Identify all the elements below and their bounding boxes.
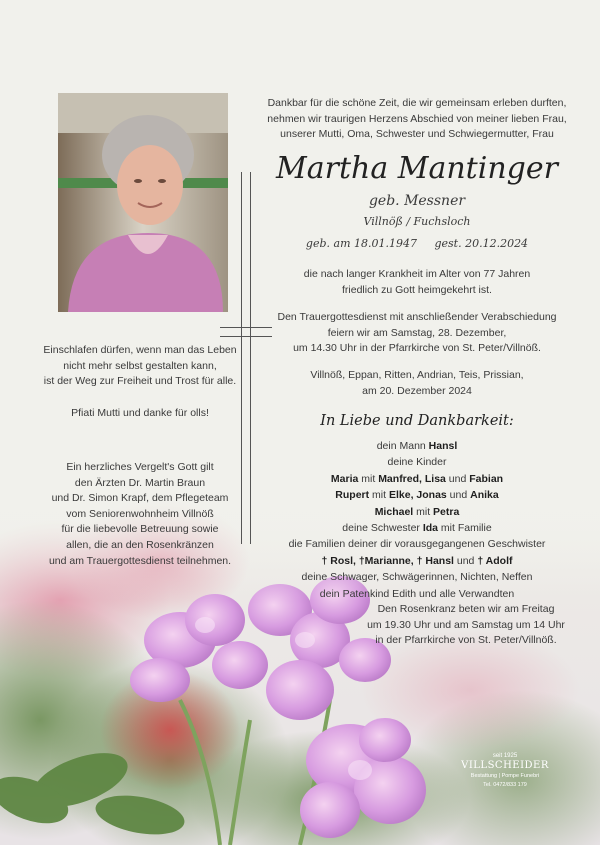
date-line: am 20. Dezember 2024 [362,384,472,397]
family-line [262,438,572,454]
family-name: † Rosl, †Marianne, † Hansl [321,554,454,567]
family-name: Petra [433,505,460,518]
service-text [262,310,572,357]
deceased-name: Martha Mantinger [276,151,558,186]
family-line: deine Kinder [387,456,447,469]
passing-line: die nach langer Krankheit im Alter von 77 Jahren [303,268,531,280]
thanks-line: Ein herzliches Vergelt's Gott gilt [66,461,214,473]
family-line [262,487,572,503]
family-line: deine Schwager, Schwägerinnen, Nichten, Neffen [301,571,533,584]
farewell-text: Pfiati Mutti und danke für olls! [71,407,209,419]
quote-line: ist der Weg zur Freiheit und Trost für alle. [43,375,237,388]
intro-line: unserer Mutti, Oma, Schwester und Schwiegermutter, Frau [280,128,554,141]
intro-line: nehmen wir traurigen Herzens Abschied von meiner lieben Frau, [267,112,567,125]
portrait-photo [58,93,228,312]
thanks-line: für die liebevolle Betreuung sowie [61,523,219,536]
thanks-line: vom Seniorenwohnheim Villnöß [66,507,214,520]
rosary-line: Den Rosenkranz beten wir am Freitag [377,603,555,615]
logo-name: VILLSCHEIDER [461,760,549,771]
intro-line: Dankbar für die schöne Zeit, die wir gemeinsam erleben durften, [267,97,567,109]
connector: und [446,489,471,502]
life-dates [262,236,572,252]
relation: mit Familie [438,522,492,535]
thanks-line: den Ärzten Dr. Martin Braun [74,476,206,489]
family-name: Manfred, Lisa [378,472,446,485]
home-place: Villnöß / Fuchsloch [363,215,471,228]
logo-subtitle: Bestattung | Pompe Funebri [470,773,540,779]
thanks-line: und am Trauergottesdienst teilnehmen. [48,554,232,567]
logo-since: seit 1925 [492,753,518,759]
family-line [262,520,572,536]
cross-center [242,328,248,334]
family-name: Hansl [428,440,458,452]
family-line [262,504,572,520]
logo-phone: Tel. 0472/833 179 [483,782,527,788]
connector: und [445,472,470,485]
family-name: † Adolf [477,554,513,567]
funeral-home-logo [460,752,550,790]
thanks-text [40,460,240,569]
place-line: Villnöß, Eppan, Ritten, Andrian, Teis, Prissian, [310,369,524,381]
connector: mit [358,472,379,485]
birth-date: geb. am 18.01.1947 [305,237,417,250]
family-name: Anika [470,489,499,502]
death-date: gest. 20.12.2024 [434,237,529,250]
place-date [262,368,572,399]
passing-text [262,267,572,298]
quote-line: Einschlafen dürfen, wenn man das Leben [43,344,237,356]
thanks-line: und Dr. Simon Krapf, dem Pflegeteam [51,492,229,505]
cross-vertical [241,172,251,544]
relation: deine Schwester [342,522,423,535]
family-line [262,471,572,487]
rosary-text [340,602,592,649]
quote-text [40,343,240,390]
family-name: Fabian [469,472,504,485]
family-list [262,438,572,602]
family-name: Michael [374,505,414,518]
connector: mit [413,505,434,518]
family-line: dein Patenkind Edith und alle Verwandten [319,587,515,600]
rosary-line: um 19.30 Uhr und am Samstag um 14 Uhr [367,618,565,631]
family-name: Elke, Jonas [388,489,447,502]
relation: dein Mann [376,440,429,452]
service-line: um 14.30 Uhr in der Pfarrkirche von St. Peter/Villnöß. [293,342,541,355]
thanks-line: allen, die an den Rosenkränzen [66,538,214,551]
quote-line: nicht mehr selbst gestalten kann, [63,359,217,372]
service-line: feiern wir am Samstag, 28. Dezember, [327,326,507,339]
family-name: Rupert [335,489,370,502]
portrait-image [58,93,228,312]
family-line [262,553,572,569]
connector: mit [369,489,389,502]
service-line: Den Trauergottesdienst mit anschließender Verabschiedung [277,311,557,323]
family-name: Maria [330,472,359,485]
maiden-name: geb. Messner [368,193,466,209]
mourners-heading: In Liebe und Dankbarkeit: [320,413,514,429]
family-name: Ida [422,522,439,535]
connector: und [453,554,478,567]
rosary-line: in der Pfarrkirche von St. Peter/Villnöß. [375,634,557,647]
passing-line: friedlich zu Gott heimgekehrt ist. [342,283,492,296]
intro-text [262,96,572,143]
family-line: die Familien deiner dir vorausgegangenen Geschwister [288,538,546,551]
